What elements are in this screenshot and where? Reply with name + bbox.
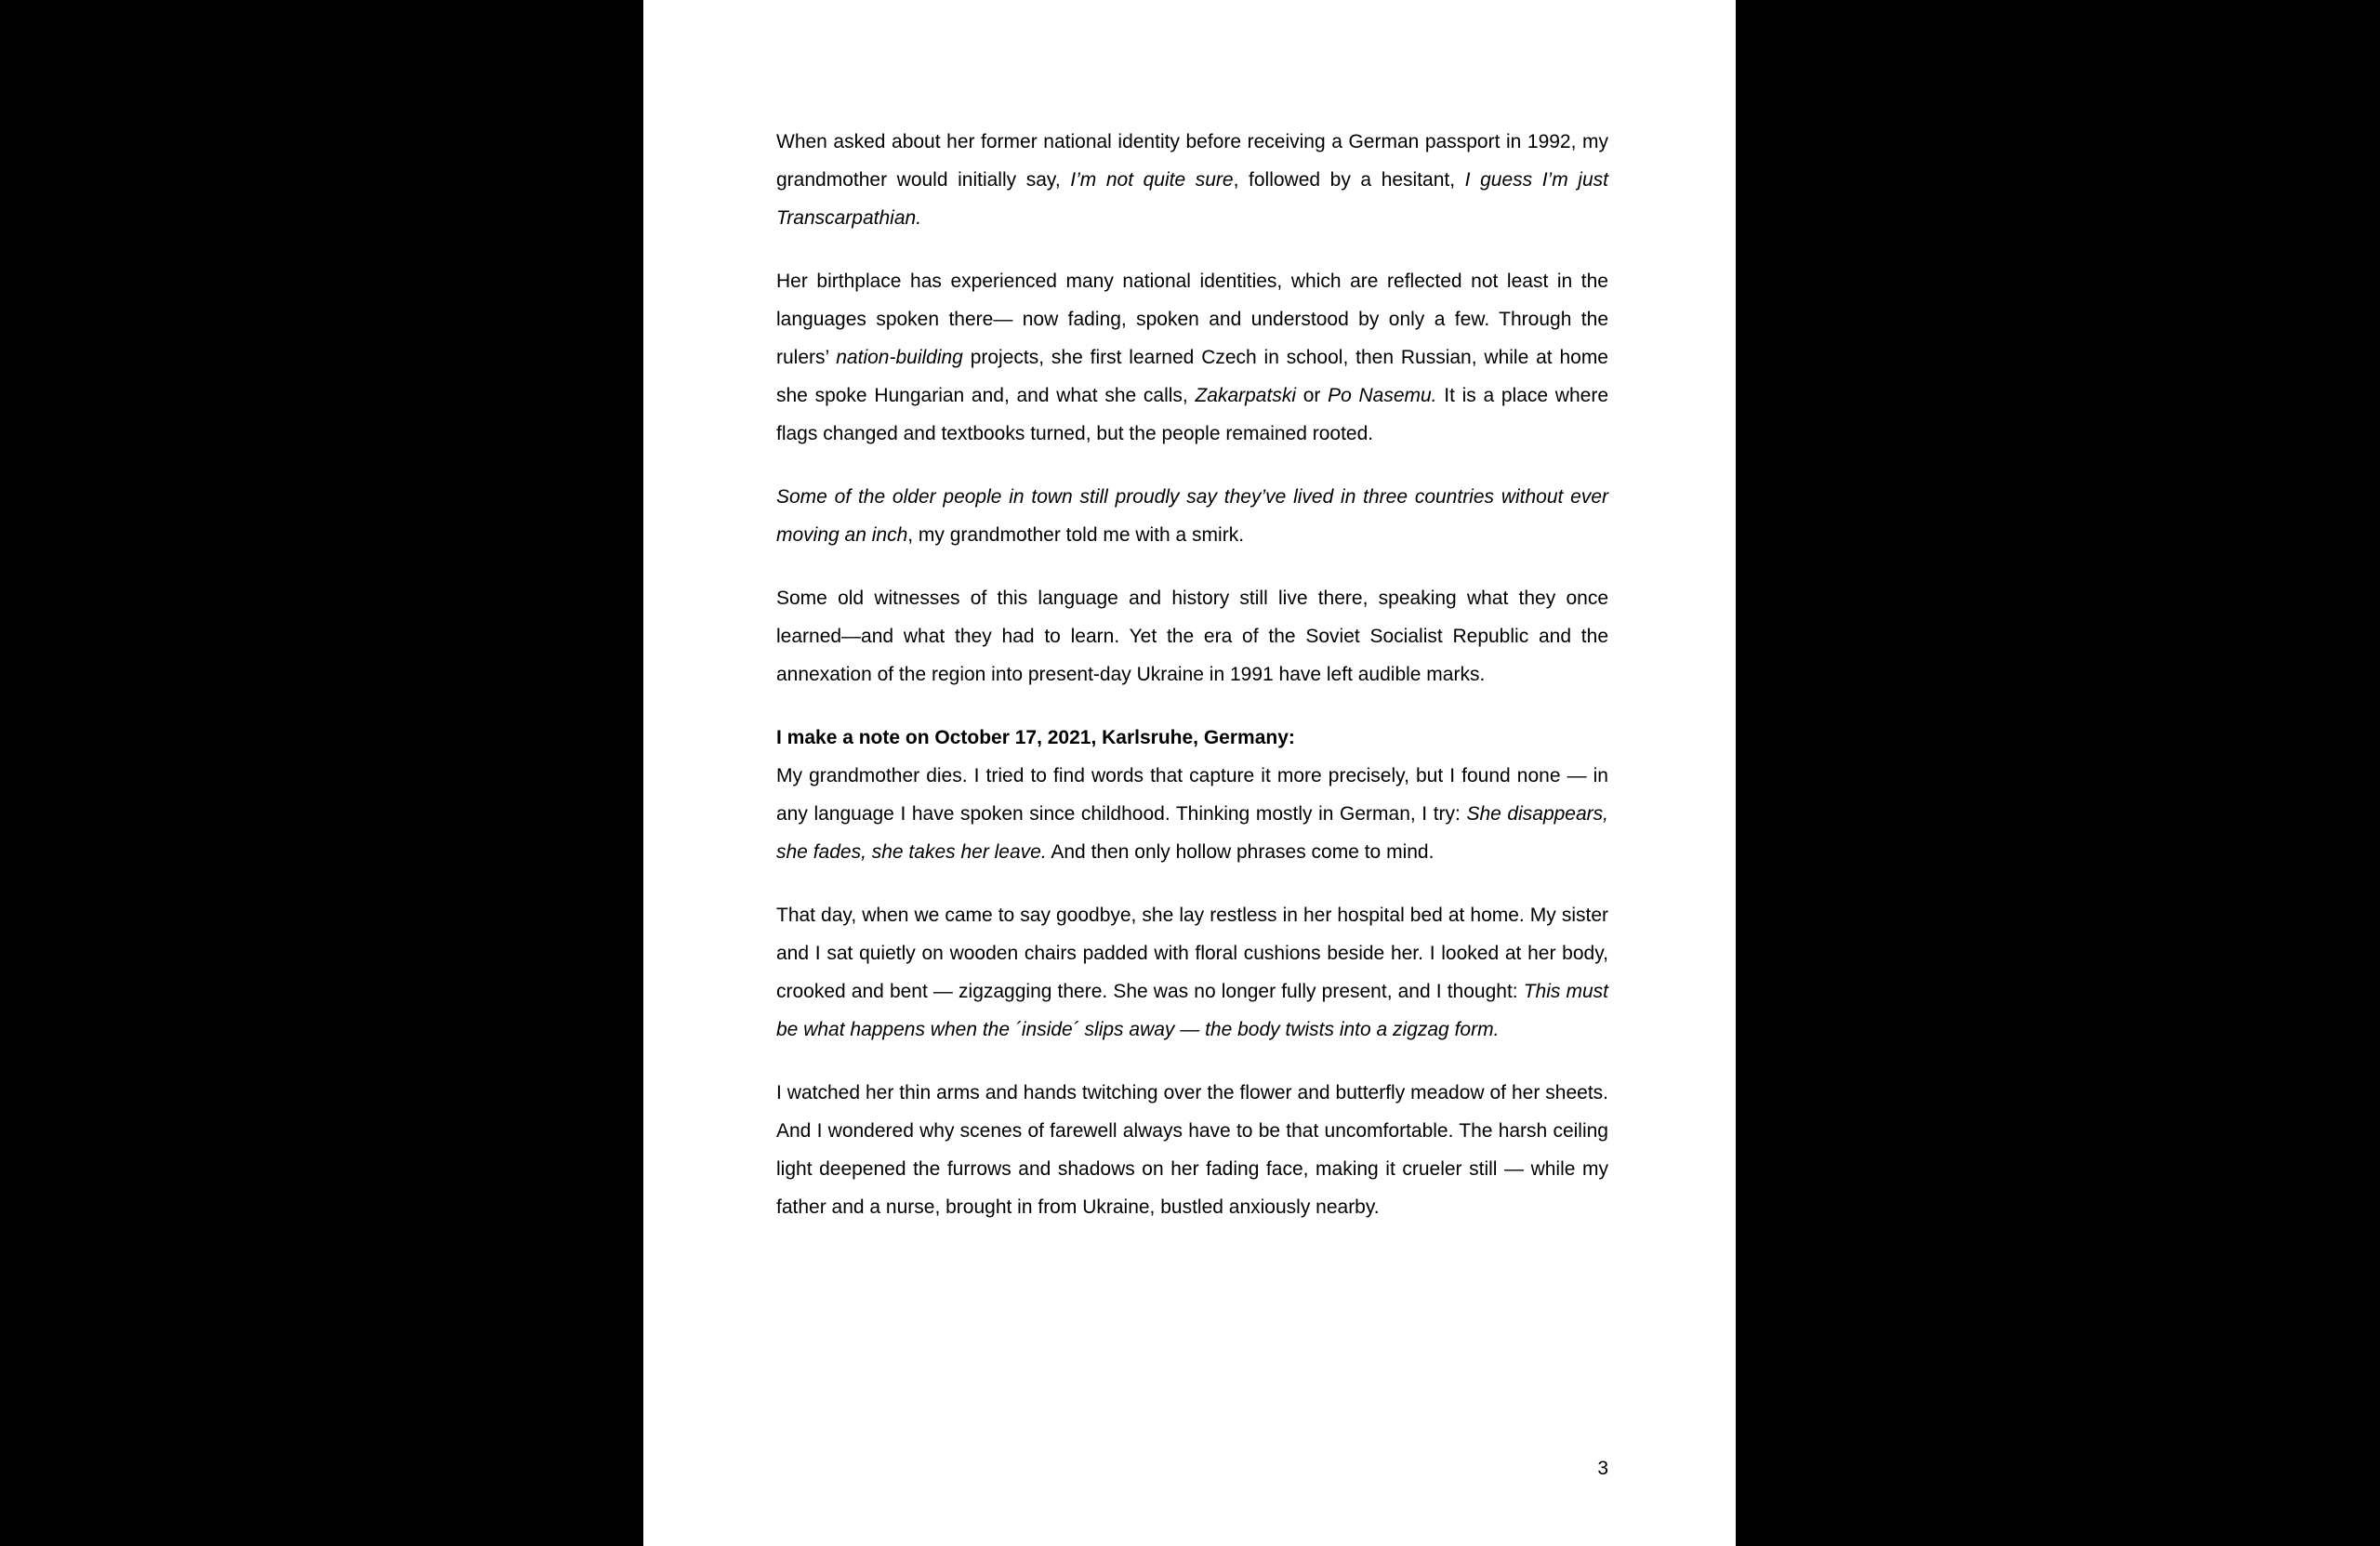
text-run: I make a note on October 17, 2021, Karlsruhe, Germany: [776, 727, 1295, 748]
paragraph [776, 262, 1608, 453]
text-run: , my grandmother told me with a smirk. [907, 524, 1245, 546]
text-run: I’m not quite sure [1070, 169, 1234, 191]
text-run: When asked about her former national identity before receiving a German passport in 1992, my grandmother would initially say, [776, 131, 1608, 191]
text-run: Po Nasemu. [1328, 385, 1437, 406]
note-heading [776, 719, 1608, 757]
paragraph [776, 1074, 1608, 1226]
paragraph [776, 896, 1608, 1049]
text-run: That day, when we came to say goodbye, she lay restless in her hospital bed at home. My sister and I sat quietly on wooden chairs padded with floral cushions beside her. I looked at her body, crooked and bent — zigzagging there. She was no longer fully present, and I thought: [776, 905, 1608, 1002]
text-run: My grandmother dies. I tried to find words that capture it more precisely, but I found none — in any language I have spoken since childhood. Thinking mostly in German, I try: [776, 765, 1608, 825]
text-run: Some old witnesses of this language and history still live there, speaking what they once learned—and what they had to learn. Yet the era of the Soviet Socialist Republic and the annexation of the region into present-day Ukraine in 1991 have left audible marks. [776, 588, 1608, 685]
page-text [776, 123, 1608, 1251]
text-run: or [1296, 385, 1329, 406]
paragraph [776, 123, 1608, 237]
text-run: This must be what happens when the ´inside´ slips away — the body twists into a zigzag form. [776, 981, 1609, 1040]
paragraph [776, 757, 1608, 871]
text-run: nation-building [836, 347, 963, 368]
text-run: And then only hollow phrases come to mind. [1046, 841, 1435, 863]
text-run: I watched her thin arms and hands twitching over the flower and butterfly meadow of her sheets. And I wondered why scenes of farewell always have to be that uncomfortable. The harsh ceiling light deepened the furrows and shadows on her fading face, making it crueler still — while my father and a nurse, brought in from Ukraine, bustled anxiously nearby. [776, 1082, 1608, 1218]
document-page [643, 0, 1736, 1546]
text-run: projects, she first learned Czech in school, then Russian, while at home she spoke Hungarian and, and what she calls, [776, 347, 1608, 406]
page-number: 3 [1597, 1458, 1608, 1479]
text-run: Some of the older people in town still proudly say they’ve lived in three countries without ever moving an inch [776, 486, 1608, 546]
paragraph [776, 478, 1608, 554]
text-run: Zakarpatski [1195, 385, 1296, 406]
text-run: It is a place where flags changed and textbooks turned, but the people remained rooted. [776, 385, 1608, 444]
text-run: Her birthplace has experienced many national identities, which are reflected not least in the languages spoken there— now fading, spoken and understood by only a few. Through the rulers’ [776, 271, 1608, 368]
text-run: I guess I’m just Transcarpathian. [776, 169, 1608, 229]
text-run: , followed by a hesitant, [1233, 169, 1465, 191]
paragraph [776, 579, 1608, 694]
text-run: She disappears, she fades, she takes her leave. [776, 803, 1608, 863]
